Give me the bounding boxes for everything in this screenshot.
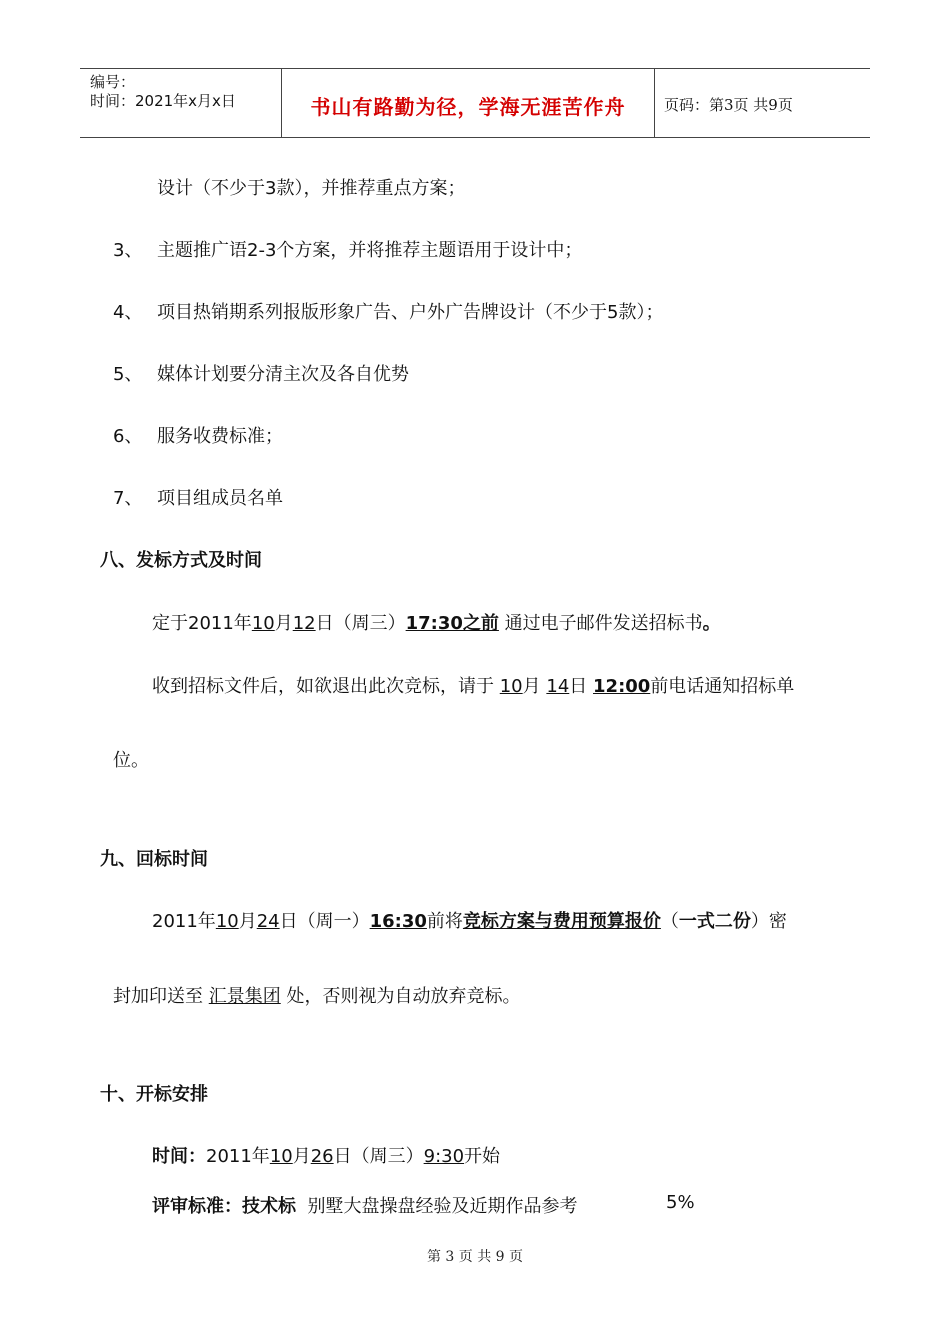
section-8-paragraph-2: [152, 672, 794, 698]
list-item: [113, 360, 409, 386]
deadline-time: 12:00: [593, 676, 651, 697]
section-9-paragraph-continuation: [113, 982, 520, 1008]
list-item-text: 项目组成员名单: [157, 488, 283, 509]
text-run: ）密: [750, 911, 787, 932]
text-run: （: [660, 911, 679, 932]
item-2-continuation: 设计（不少于3款），并推荐重点方案；: [157, 178, 466, 199]
list-item-text: 服务收费标准；: [157, 426, 283, 447]
list-item-number: 5、: [113, 364, 143, 385]
list-item: [113, 422, 283, 448]
header-info-cell: [80, 69, 282, 137]
day-value: 14: [546, 676, 570, 697]
month-value: 10: [215, 911, 239, 932]
text-run: 日（周三）: [333, 1146, 424, 1167]
list-item-text: 媒体计划要分清主次及各自优势: [157, 364, 409, 385]
criteria-weight: 5%: [666, 1192, 695, 1213]
list-item-number: 3、: [113, 240, 143, 261]
deadline-time: 16:30: [369, 911, 427, 932]
criteria-label: 评审标准：: [152, 1196, 242, 1217]
text-run: 月: [522, 676, 541, 697]
list-item: [113, 298, 663, 324]
text-run: 月: [238, 911, 257, 932]
list-item: [113, 236, 582, 262]
section-9-title: 九、回标时间: [100, 849, 208, 870]
list-item-text: 项目热销期系列报版形象广告、户外广告牌设计（不少于5款）；: [157, 302, 664, 323]
section-10-title: 十、开标安排: [100, 1084, 208, 1105]
text-run: 封加印送至: [113, 986, 203, 1007]
section-8-title: 八、发标方式及时间: [100, 550, 262, 571]
text-run: 日: [569, 676, 588, 697]
criteria-description: 别墅大盘操盘经验及近期作品参考: [307, 1196, 578, 1217]
text-run: 定于2011年: [152, 613, 252, 634]
page-footer: 第 3 页 共 9 页: [426, 1249, 524, 1265]
text-run: 2011年: [152, 911, 216, 932]
text-run: 日（周一）: [279, 911, 370, 932]
day-value: 12: [292, 613, 316, 634]
text-run: 2011年: [206, 1146, 270, 1167]
text-run: 前电话通知招标单: [650, 676, 795, 697]
required-documents: 竞标方案与费用预算报价: [462, 911, 661, 932]
day-value: 26: [310, 1146, 334, 1167]
list-item: [113, 484, 283, 510]
header-motto: 书山有路勤为径，学海无涯苦作舟: [310, 95, 626, 119]
month-value: 10: [269, 1146, 293, 1167]
month-value: 10: [251, 613, 275, 634]
opening-time-line: [152, 1142, 500, 1168]
code-label: 编号：: [90, 73, 136, 91]
header-motto-cell: [282, 69, 655, 137]
section-8-paragraph-1: [152, 609, 721, 635]
list-item-number: 7、: [113, 488, 143, 509]
criteria-line: [152, 1192, 752, 1220]
time-label: 时间：: [152, 1146, 206, 1167]
text-run: 处，否则视为自动放弃竞标。: [286, 986, 521, 1007]
section-8-paragraph-2-continuation: 位。: [113, 750, 149, 771]
section-9-paragraph: [152, 907, 787, 933]
opening-time: 9:30: [423, 1146, 465, 1167]
text-run: 日（周三）: [315, 613, 406, 634]
list-item-text: 主题推广语2-3个方案，并将推荐主题语用于设计中；: [157, 240, 583, 261]
delivery-place: 汇景集团: [208, 986, 281, 1007]
list-item-number: 6、: [113, 426, 143, 447]
list-item-number: 4、: [113, 302, 143, 323]
day-value: 24: [256, 911, 280, 932]
text-run: 收到招标文件后，如欲退出此次竞标，请于: [152, 676, 494, 697]
month-value: 10: [499, 676, 523, 697]
deadline-time: 17:30之前: [405, 613, 499, 634]
text-run: 前将: [426, 911, 463, 932]
text-run: 月: [274, 613, 293, 634]
text-run: 开始: [464, 1146, 501, 1167]
page-header: [80, 68, 870, 138]
date-label: 时间：2021年x月x日: [90, 92, 236, 110]
text-run: 月: [292, 1146, 311, 1167]
header-page-info: 页码：第3页 共9页: [664, 96, 793, 114]
technical-bid-label: 技术标: [242, 1196, 296, 1217]
text-run: 。: [702, 613, 721, 634]
copies-count: 一式二份: [678, 911, 751, 932]
text-run: 通过电子邮件发送招标书: [504, 613, 703, 634]
